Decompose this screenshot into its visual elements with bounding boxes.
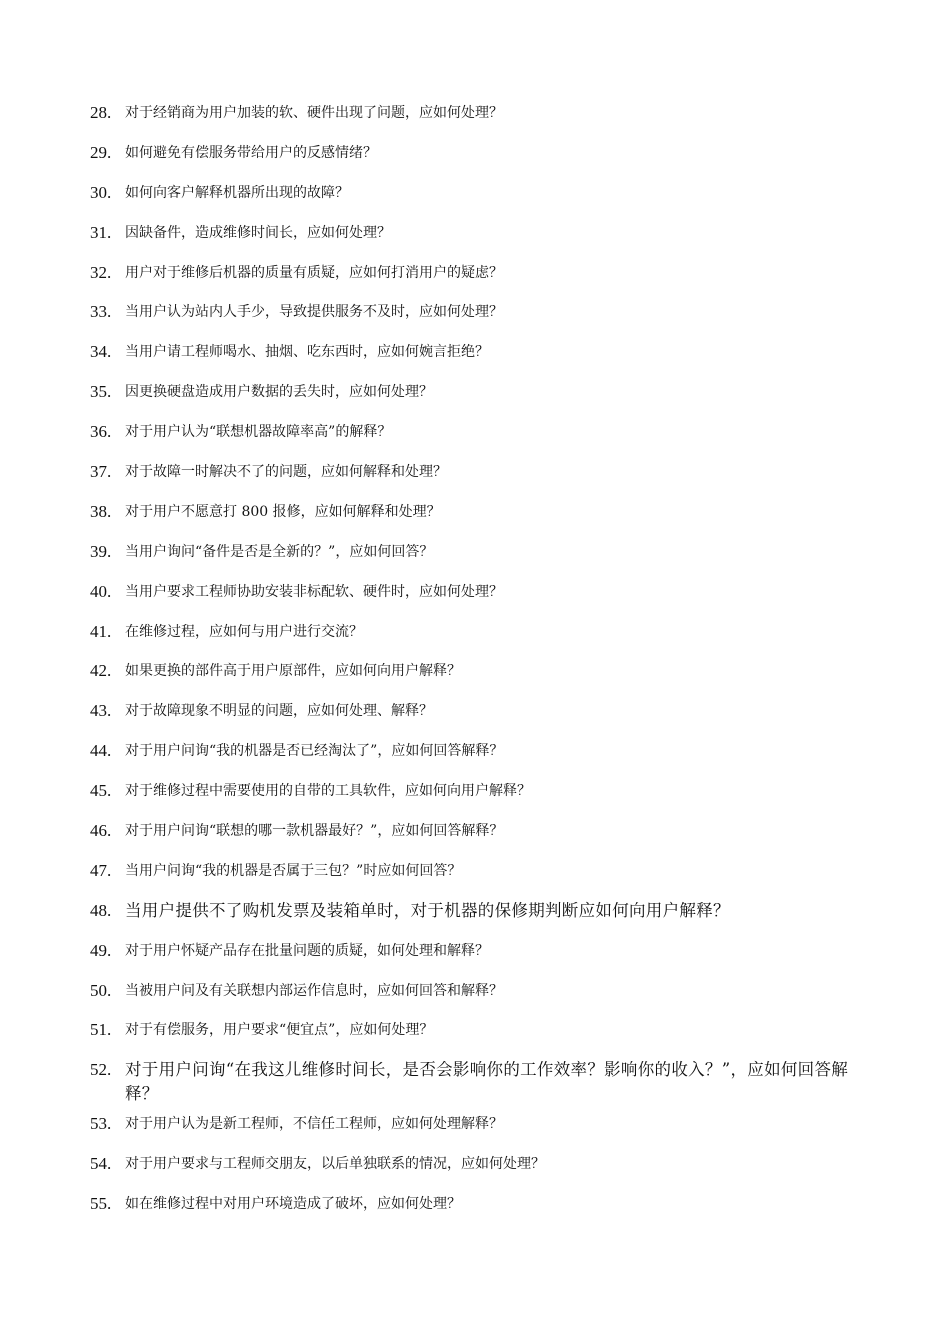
list-item: [90, 699, 870, 724]
question-text: 如在维修过程中对用户环境造成了破坏，应如何处理？: [125, 1196, 461, 1213]
list-item: [90, 1192, 870, 1217]
question-text: 对于用户要求与工程师交朋友，以后单独联系的情况，应如何处理？: [125, 1156, 545, 1173]
question-text: 对于故障一时解决不了的问题，应如何解释和处理？: [125, 464, 447, 481]
question-text: 对于用户问询“联想的哪一款机器最好？”，应如何回答解释？: [125, 823, 504, 840]
list-item: [90, 859, 870, 884]
question-text: 当用户问询“我的机器是否属于三包？”时应如何回答？: [125, 862, 462, 879]
list-item: [90, 1152, 870, 1177]
list-item: [90, 1058, 870, 1106]
question-text: 因更换硬盘造成用户数据的丢失时，应如何处理？: [125, 384, 433, 401]
question-number: 39.: [90, 541, 112, 561]
list-item: [90, 101, 870, 126]
question-number: 35.: [90, 382, 112, 402]
list-item: [90, 819, 870, 844]
question-number: 32.: [90, 262, 112, 282]
list-item: [90, 500, 870, 525]
question-number: 51.: [90, 1020, 112, 1040]
list-item: [90, 340, 870, 365]
question-text: 当用户请工程师喝水、抽烟、吃东西时，应如何婉言拒绝？: [125, 344, 489, 361]
question-text: 对于用户问询“我的机器是否已经淘汰了”，应如何回答解释？: [125, 743, 504, 760]
question-number: 44.: [90, 741, 112, 761]
list-item: [90, 659, 870, 684]
question-number: 52.: [90, 1060, 112, 1080]
question-number: 34.: [90, 342, 112, 362]
question-text: 当用户询问“备件是否是全新的？”，应如何回答？: [125, 543, 434, 560]
question-text: 因缺备件，造成维修时间长，应如何处理？: [125, 224, 391, 241]
list-item: [90, 939, 870, 964]
list-item: [90, 181, 870, 206]
question-text: 对于用户认为“联想机器故障率高”的解释？: [125, 424, 392, 441]
question-number: 54.: [90, 1154, 112, 1174]
question-text: 对于故障现象不明显的问题，应如何处理、解释？: [125, 703, 433, 720]
question-number: 48.: [90, 900, 112, 920]
list-item: [90, 620, 870, 645]
question-number: 43.: [90, 701, 112, 721]
question-number: 31.: [90, 222, 112, 242]
question-number: 33.: [90, 302, 112, 322]
question-number: 49.: [90, 940, 112, 960]
list-item: [90, 1018, 870, 1043]
question-text: 对于经销商为用户加装的软、硬件出现了问题，应如何处理？: [125, 105, 503, 121]
question-number: 53.: [90, 1114, 112, 1134]
question-number: 50.: [90, 980, 112, 1000]
list-item: [90, 1112, 870, 1137]
question-list: [90, 101, 870, 1232]
list-item: [90, 261, 870, 286]
question-number: 42.: [90, 661, 112, 681]
question-text: 用户对于维修后机器的质量有质疑，应如何打消用户的疑虑？: [125, 264, 503, 281]
list-item: [90, 380, 870, 405]
question-number: 47.: [90, 860, 112, 880]
question-text: 对于维修过程中需要使用的自带的工具软件，应如何向用户解释？: [125, 783, 531, 800]
question-text: 对于用户怀疑产品存在批量问题的质疑，如何处理和解释？: [125, 942, 489, 959]
question-number: 29.: [90, 142, 112, 162]
question-text: 对于用户问询“在我这儿维修时间长，是否会影响你的工作效率？影响你的收入？”，应如何回答解释？: [125, 1060, 849, 1104]
question-text: 当被用户问及有关联想内部运作信息时，应如何回答和解释？: [125, 982, 503, 999]
question-number: 28.: [90, 103, 112, 122]
question-text: 对于有偿服务，用户要求“便宜点”，应如何处理？: [125, 1022, 434, 1039]
question-text: 对于用户认为是新工程师，不信任工程师，应如何处理解释？: [125, 1116, 503, 1133]
question-number: 55.: [90, 1194, 112, 1214]
list-item: [90, 979, 870, 1004]
question-text: 当用户提供不了购机发票及装箱单时，对于机器的保修期判断应如何向用户解释？: [125, 900, 730, 920]
list-item: [90, 460, 870, 485]
question-text: 在维修过程，应如何与用户进行交流？: [125, 623, 363, 640]
question-number: 41.: [90, 621, 112, 641]
list-item: [90, 141, 870, 166]
list-item: [90, 221, 870, 246]
question-number: 36.: [90, 422, 112, 442]
question-text: 如何避免有偿服务带给用户的反感情绪？: [125, 144, 377, 161]
question-number: 38.: [90, 501, 112, 521]
question-text: 如果更换的部件高于用户原部件，应如何向用户解释？: [125, 663, 461, 680]
question-number: 37.: [90, 462, 112, 482]
question-number: 40.: [90, 581, 112, 601]
question-number: 45.: [90, 781, 112, 801]
list-item: [90, 779, 870, 804]
list-item: [90, 540, 870, 565]
question-text: 如何向客户解释机器所出现的故障？: [125, 184, 349, 201]
question-text: 对于用户不愿意打 800 报修，应如何解释和处理？: [125, 503, 441, 520]
question-number: 46.: [90, 821, 112, 841]
list-item: [90, 580, 870, 605]
list-item: [90, 739, 870, 764]
question-text: 当用户认为站内人手少，导致提供服务不及时，应如何处理？: [125, 304, 503, 321]
list-item: [90, 300, 870, 325]
list-item: [90, 899, 870, 924]
list-item: [90, 420, 870, 445]
question-text: 当用户要求工程师协助安装非标配软、硬件时，应如何处理？: [125, 583, 503, 600]
question-number: 30.: [90, 182, 112, 202]
